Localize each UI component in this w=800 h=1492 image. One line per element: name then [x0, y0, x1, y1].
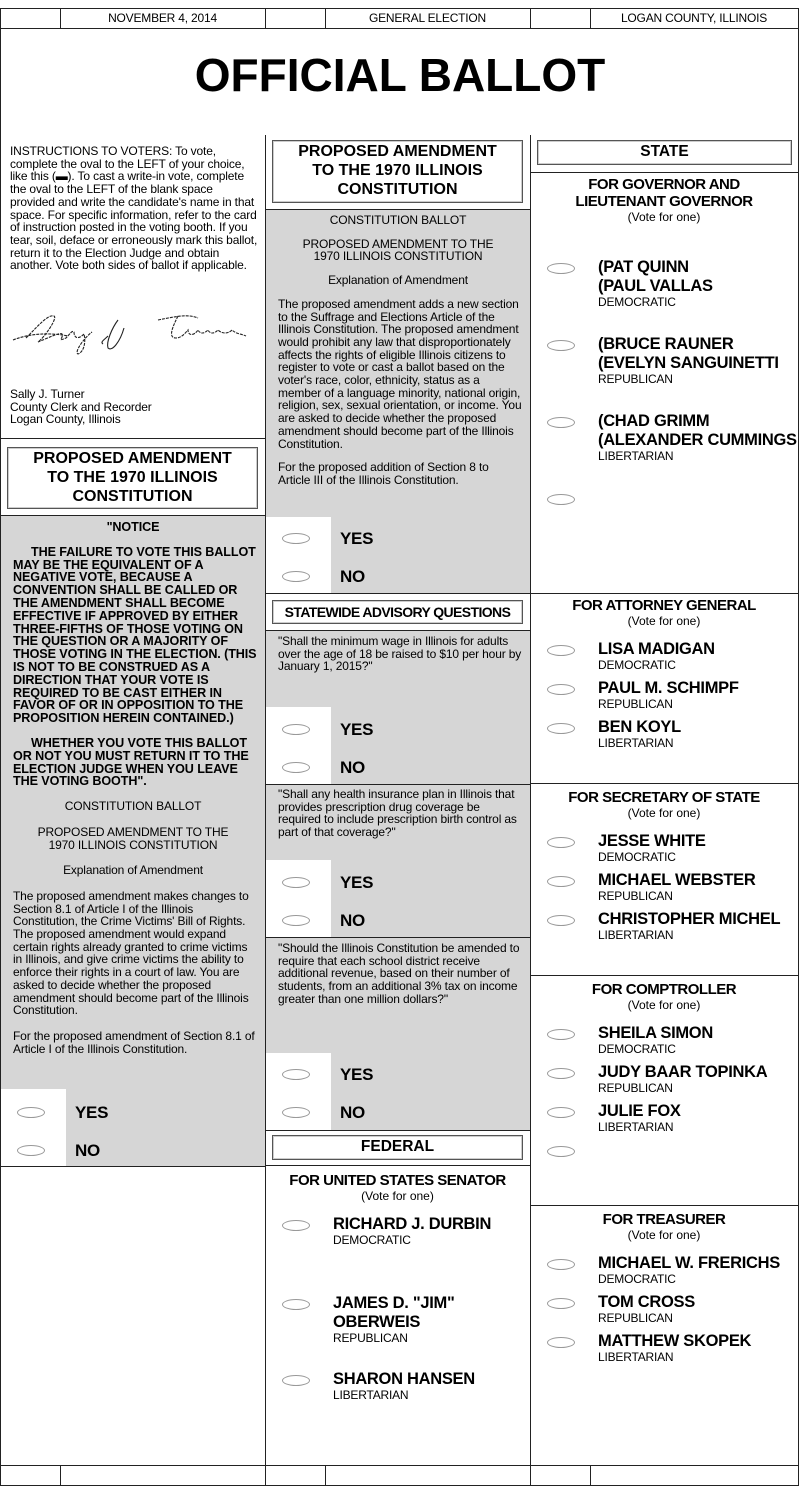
- name-line: (ALEXANDER CUMMINGS: [598, 431, 797, 449]
- party-label: DEMOCRATIC: [598, 295, 676, 309]
- divider: [530, 975, 798, 976]
- divider: [530, 593, 798, 594]
- party-label: DEMOCRATIC: [598, 850, 676, 864]
- vote-for-count: (Vote for one): [361, 1189, 434, 1203]
- party-label: LIBERTARIAN: [598, 736, 674, 750]
- name-line: (CHAD GRIMM: [598, 412, 710, 430]
- candidate-name: [598, 258, 713, 308]
- contest-secretary-of-state: [530, 789, 798, 975]
- clerk-block: [10, 388, 260, 426]
- heading-line: TO THE 1970 ILLINOIS: [47, 469, 218, 486]
- vote-oval[interactable]: [547, 915, 575, 926]
- option-label: NO: [340, 911, 365, 930]
- clerk-title: County Clerk and Recorder: [10, 399, 152, 414]
- name-line: SHARON HANSEN: [333, 1370, 475, 1388]
- candidate-name: [598, 1102, 681, 1133]
- name-line: JULIE FOX: [598, 1102, 681, 1120]
- heading-line: CONSTITUTION: [72, 488, 193, 505]
- option-label: NO: [340, 567, 365, 586]
- vote-oval[interactable]: [547, 876, 575, 887]
- footer-divider: [590, 1465, 591, 1485]
- divider: [265, 593, 530, 594]
- option-yes[interactable]: [1, 1103, 265, 1141]
- name-line: MATTHEW SKOPEK: [598, 1332, 752, 1350]
- vote-oval[interactable]: [282, 762, 310, 773]
- divider: [0, 1166, 265, 1167]
- contest-title: FOR COMPTROLLER: [591, 981, 737, 998]
- advisory-question-3-options: [266, 1053, 530, 1130]
- vote-oval[interactable]: [547, 340, 575, 351]
- party-label: REPUBLICAN: [598, 1081, 673, 1095]
- state-heading: STATE: [537, 140, 792, 165]
- candidate-name: [598, 910, 780, 941]
- name-line: JAMES D. "JIM": [333, 1294, 455, 1312]
- amendment1-options: [1, 1089, 265, 1166]
- vote-oval[interactable]: [547, 645, 575, 656]
- candidate-name: [598, 1063, 767, 1094]
- county-name: LOGAN COUNTY, ILLINOIS: [620, 11, 768, 25]
- clerk-name: Sally J. Turner: [10, 387, 85, 401]
- divider: [530, 172, 798, 173]
- contest-us-senator: [265, 1172, 530, 1462]
- vote-oval[interactable]: [282, 1299, 310, 1310]
- party-label: LIBERTARIAN: [333, 1388, 409, 1402]
- option-label: YES: [340, 873, 374, 892]
- voter-instructions: INSTRUCTIONS TO VOTERS: To vote, complete the oval to the LEFT of your choice, like this (▬). To cast a write-in vote, complete the oval to the LEFT of the blank space provided and write the candidate's name in that space. For specific information, refer to the card of instruction posted in the voting booth. If you tear, soil, deface or erroneously mark this ballot, return it to the Election Judge and obtain another. Vote both sides of ballot if applicable.: [10, 144, 258, 273]
- amendment2-text: [266, 210, 530, 517]
- clerk-signature: [8, 308, 258, 356]
- option-label: NO: [75, 1141, 100, 1160]
- vote-oval[interactable]: [282, 533, 310, 544]
- heading-line: TO THE 1970 ILLINOIS: [312, 162, 483, 179]
- vote-for-count: (Vote for one): [627, 806, 701, 820]
- contest-governor: [530, 176, 798, 593]
- option-label: NO: [340, 758, 365, 777]
- name-line: (BRUCE RAUNER: [598, 335, 734, 353]
- vote-oval[interactable]: [547, 1337, 575, 1348]
- party-label: REPUBLICAN: [598, 889, 673, 903]
- name-line: RICHARD J. DURBIN: [333, 1215, 492, 1233]
- party-label: DEMOCRATIC: [598, 1272, 676, 1286]
- vote-oval[interactable]: [547, 1259, 575, 1270]
- candidate-name: [598, 1332, 751, 1363]
- amendment1-text: [1, 516, 265, 1089]
- candidate-name: [598, 1024, 713, 1055]
- vote-oval[interactable]: [547, 1029, 575, 1040]
- vote-for-count: (Vote for one): [627, 1228, 701, 1242]
- heading-line: PROPOSED AMENDMENT: [33, 450, 232, 467]
- vote-oval[interactable]: [282, 1069, 310, 1080]
- candidate-name: [598, 335, 779, 385]
- option-yes[interactable]: [266, 873, 530, 911]
- contest-treasurer: [530, 1211, 798, 1461]
- candidate-name: [333, 1294, 454, 1344]
- vote-oval[interactable]: [282, 877, 310, 888]
- clerk-county: Logan County, Illinois: [10, 412, 121, 427]
- party-label: REPUBLICAN: [598, 697, 673, 711]
- vote-for-count: (Vote for one): [627, 210, 701, 224]
- party-label: DEMOCRATIC: [598, 658, 676, 672]
- party-label: LIBERTARIAN: [598, 928, 674, 942]
- explanation-title: Explanation of Amendment: [328, 273, 468, 288]
- option-yes[interactable]: [266, 529, 530, 567]
- vote-oval[interactable]: [282, 571, 310, 582]
- vote-oval[interactable]: [17, 1145, 45, 1156]
- name-line: MICHAEL W. FRERICHS: [598, 1254, 780, 1272]
- ballot-title: CONSTITUTION BALLOT: [329, 213, 467, 227]
- name-line: JESSE WHITE: [598, 832, 706, 850]
- candidate-name: [598, 640, 715, 671]
- candidate-name: [598, 1254, 780, 1285]
- vote-oval[interactable]: [282, 724, 310, 735]
- advisory-question-1: "Shall the minimum wage in Illinois for adults over the age of 18 be raised to $10 per hour by January 1, 2015?": [266, 631, 530, 707]
- vote-oval[interactable]: [282, 1220, 310, 1231]
- option-yes[interactable]: [266, 1065, 530, 1103]
- amendment-footer: For the proposed addition of Section 8 to Article III of the Illinois Constitution.: [278, 460, 489, 487]
- heading-line: CONSTITUTION: [337, 181, 458, 198]
- divider: [265, 1130, 530, 1131]
- candidate-name: [333, 1370, 475, 1401]
- contest-title: FOR UNITED STATES SENATOR: [289, 1172, 506, 1189]
- divider: [530, 783, 798, 784]
- option-label: NO: [340, 1103, 365, 1122]
- candidate-name: [598, 871, 755, 902]
- party-label: REPUBLICAN: [598, 372, 673, 386]
- party-label: DEMOCRATIC: [598, 1042, 676, 1056]
- contest-title: FOR SECRETARY OF STATE: [568, 789, 760, 806]
- notice-title: "NOTICE: [106, 520, 160, 534]
- contest-title: FOR ATTORNEY GENERAL: [572, 597, 756, 614]
- vote-for-count: (Vote for one): [627, 998, 701, 1012]
- advisory-question-1-options: [266, 707, 530, 784]
- candidate-name: [333, 1215, 491, 1246]
- option-label: YES: [75, 1103, 109, 1122]
- option-yes[interactable]: [266, 720, 530, 758]
- name-line: TOM CROSS: [598, 1293, 695, 1311]
- advisory-question-2-options: [266, 860, 530, 937]
- vote-oval[interactable]: [282, 1375, 310, 1386]
- vote-oval[interactable]: [547, 1068, 575, 1079]
- heading-line: PROPOSED AMENDMENT: [298, 143, 497, 160]
- name-line: OBERWEIS: [333, 1313, 421, 1331]
- vote-oval[interactable]: [547, 494, 575, 505]
- footer-top-rule: [0, 1465, 799, 1466]
- advisory-question-2: "Shall any health insurance plan in Illinois that provides prescription drug coverage be required to include prescription birth control as part of that coverage?": [266, 785, 530, 860]
- header-bottom-rule: [0, 28, 799, 29]
- header-divider: [265, 8, 266, 28]
- name-line: PAUL M. SCHIMPF: [598, 679, 739, 697]
- footer-bottom-rule: [0, 1485, 799, 1486]
- candidate-name: [598, 832, 706, 863]
- vote-oval[interactable]: [547, 723, 575, 734]
- vote-oval[interactable]: [547, 263, 575, 274]
- divider: [530, 1205, 798, 1206]
- advisory-heading: STATEWIDE ADVISORY QUESTIONS: [272, 600, 523, 624]
- header-divider: [530, 8, 531, 28]
- election-date: NOVEMBER 4, 2014: [108, 11, 217, 25]
- amendment-explanation: The proposed amendment makes changes to Section 8.1 of Article I of the Illinois Constitution, the Crime Victims' Bill of Rights. The proposed amendment would expand certain rights already granted to crime victims in Illinois, and give crime victims the ability to enforce their rights in a court of law. You are asked to decide whether the proposed amendment should become part of the Illinois Constitution.: [13, 888, 249, 1018]
- party-label: REPUBLICAN: [333, 1331, 408, 1345]
- name-line: CHRISTOPHER MICHEL: [598, 910, 781, 928]
- ballot-title: OFFICIAL BALLOT: [194, 49, 606, 101]
- vote-for-count: (Vote for one): [627, 614, 701, 628]
- name-line: (PAT QUINN: [598, 258, 689, 276]
- party-label: LIBERTARIAN: [598, 1350, 674, 1364]
- party-label: LIBERTARIAN: [598, 1120, 674, 1134]
- vote-oval[interactable]: [547, 837, 575, 848]
- vote-oval[interactable]: [547, 417, 575, 428]
- advisory-question-3: "Should the Illinois Constitution be amended to require that each school district receive additional revenue, based on their number of students, from an additional 3% tax on income greater than one million dollars?": [266, 938, 530, 1053]
- ballot-title: CONSTITUTION BALLOT: [64, 799, 202, 814]
- name-line: (PAUL VALLAS: [598, 277, 713, 295]
- name-line: MICHAEL WEBSTER: [598, 871, 756, 889]
- notice-paragraph: WHETHER YOU VOTE THIS BALLOT OR NOT YOU MUST RETURN IT TO THE ELECTION JUDGE WHEN YOU LEAVE THE VOTING BOOTH".: [13, 735, 249, 789]
- name-line: JUDY BAAR TOPINKA: [598, 1063, 768, 1081]
- candidate-name: [598, 679, 739, 710]
- option-label: YES: [340, 1065, 374, 1084]
- vote-oval[interactable]: [17, 1107, 45, 1118]
- right-border: [798, 8, 799, 1486]
- divider: [265, 1165, 530, 1166]
- vote-oval[interactable]: [547, 1298, 575, 1309]
- amendment-footer: For the proposed amendment of Section 8.1 of Article I of the Illinois Constitution.: [13, 1028, 255, 1056]
- vote-oval[interactable]: [547, 1107, 575, 1118]
- footer-divider: [60, 1465, 61, 1485]
- vote-oval[interactable]: [282, 1107, 310, 1118]
- amendment-explanation: The proposed amendment adds a new section to the Suffrage and Elections Article of the Illinois Constitution. The proposed amendment would prohibit any law that disproportionately affects the rights of eligible Illinois citizens to register to vote or cast a ballot based on the voter's race, color, ethnicity, status as a member of a language minority, national origin, religion, sex, sexual orientation, or income. You are asked to decide whether the proposed amendment should become part of the Illinois Constitution.: [278, 296, 522, 451]
- amendment-subtitle: PROPOSED AMENDMENT TO THE 1970 ILLINOIS CONSTITUTION: [302, 236, 494, 264]
- party-label: DEMOCRATIC: [333, 1233, 411, 1247]
- notice-paragraph: THE FAILURE TO VOTE THIS BALLOT MAY BE THE EQUIVALENT OF A NEGATIVE VOTE, BECAUSE A CONVENTION SHALL BE CALLED OR THE AMENDMENT SHALL BECOME EFFECTIVE IF APPROVED BY EITHER THREE-FIFTHS OF THOSE VOTING ON THE QUESTION OR A MAJORITY OF THOSE VOTING IN THE ELECTION. (THIS IS NOT TO BE CONSTRUED AS A DIRECTION THAT YOUR VOTE IS REQUIRED TO BE CAST EITHER IN FAVOR OF OR IN OPPOSITION TO THE PROPOSITION HEREIN CONTAINED.): [13, 544, 257, 726]
- option-no[interactable]: [1, 1141, 265, 1179]
- party-label: LIBERTARIAN: [598, 449, 674, 463]
- amendment2-heading: [272, 140, 523, 203]
- name-line: BEN KOYL: [598, 718, 681, 736]
- option-label: YES: [340, 529, 374, 548]
- candidate-name: [598, 412, 797, 462]
- federal-heading: FEDERAL: [272, 1135, 523, 1160]
- party-label: REPUBLICAN: [598, 1311, 673, 1325]
- name-line: LISA MADIGAN: [598, 640, 715, 658]
- amendment-subtitle: PROPOSED AMENDMENT TO THE 1970 ILLINOIS CONSTITUTION: [37, 824, 229, 852]
- election-type: GENERAL ELECTION: [368, 11, 487, 25]
- contest-attorney-general: [530, 597, 798, 783]
- explanation-title: Explanation of Amendment: [63, 863, 203, 878]
- vote-oval[interactable]: [282, 915, 310, 926]
- candidate-name: [598, 1293, 695, 1324]
- contest-comptroller: [530, 981, 798, 1205]
- contest-title: FOR TREASURER: [602, 1211, 726, 1228]
- amendment2-options: [266, 517, 530, 594]
- option-label: YES: [340, 720, 374, 739]
- contest-title: LIEUTENANT GOVERNOR: [575, 193, 753, 210]
- candidate-name: [598, 718, 681, 749]
- name-line: (EVELYN SANGUINETTI: [598, 354, 779, 372]
- divider: [0, 438, 265, 439]
- amendment1-heading: [7, 447, 258, 509]
- vote-oval[interactable]: [547, 684, 575, 695]
- name-line: SHEILA SIMON: [598, 1024, 713, 1042]
- contest-title: FOR GOVERNOR AND: [588, 176, 740, 193]
- footer-divider: [325, 1465, 326, 1485]
- vote-oval[interactable]: [547, 1146, 575, 1157]
